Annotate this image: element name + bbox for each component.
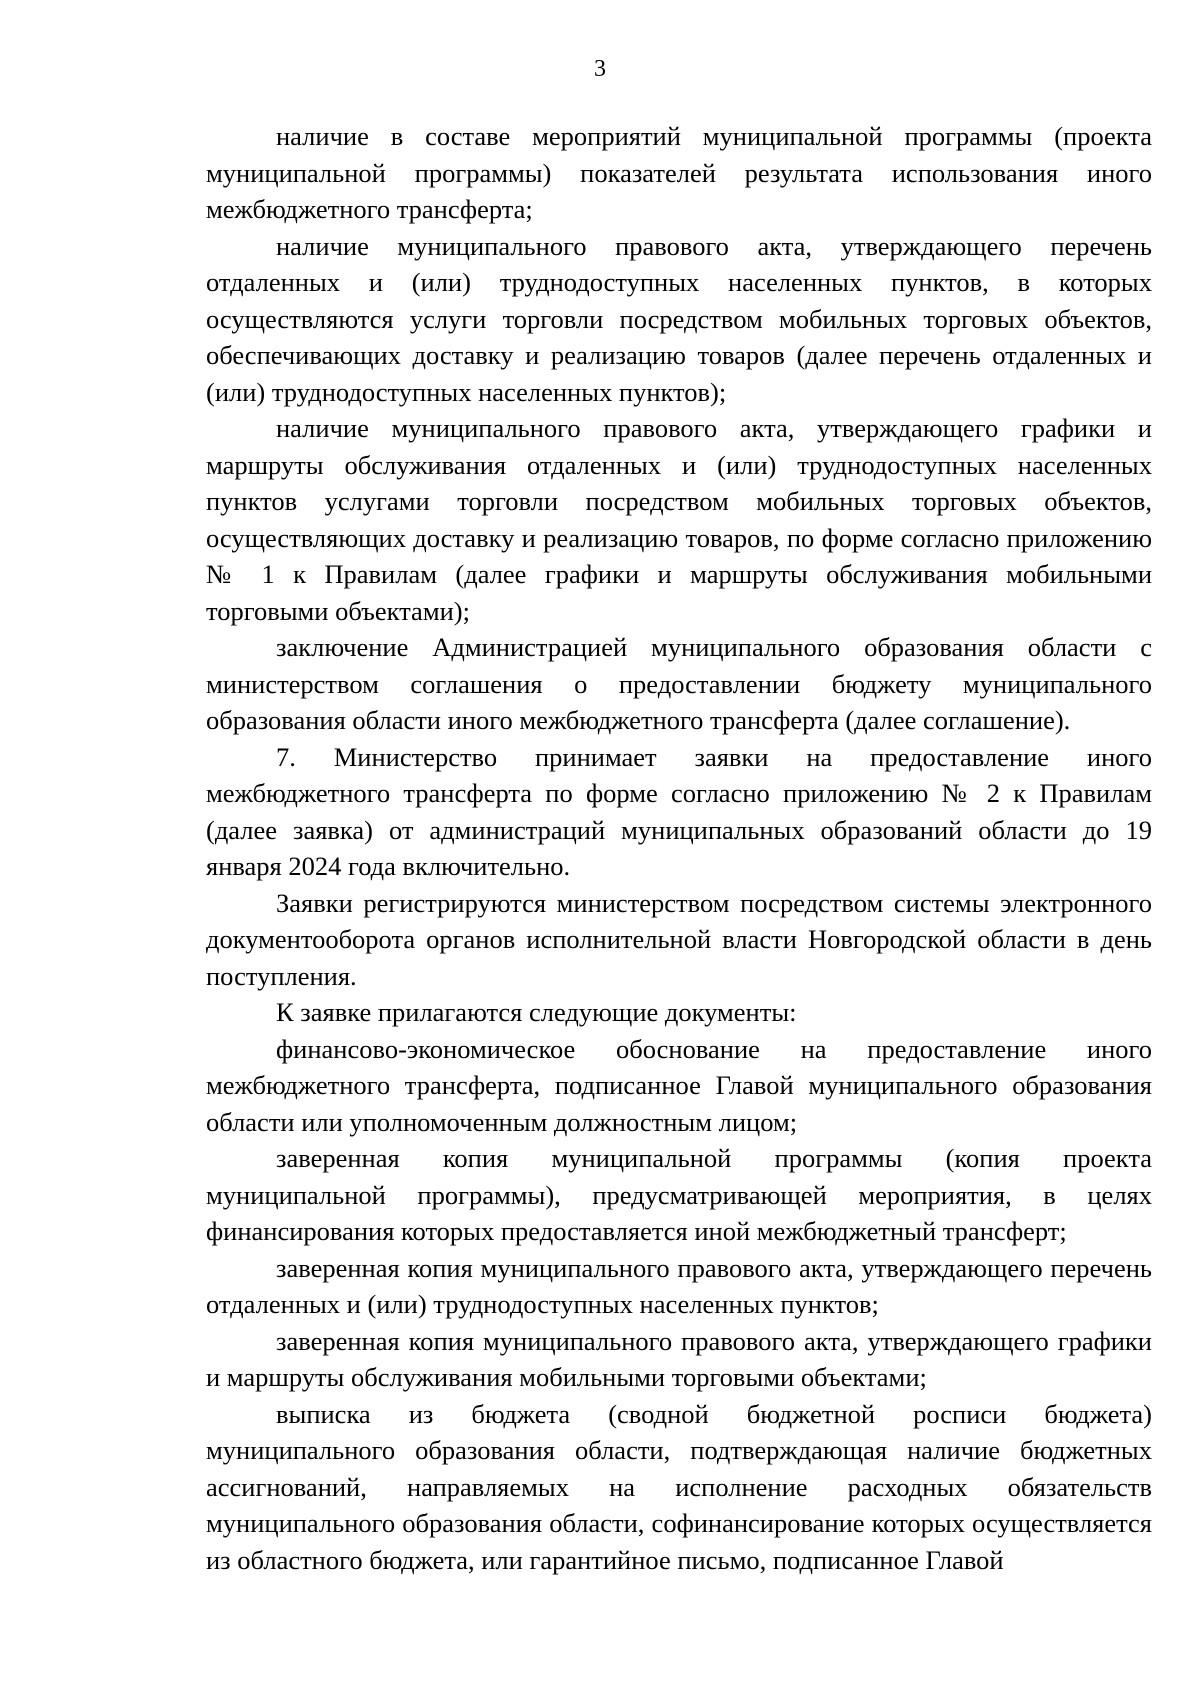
paragraph-attachment-budget-extract: выписка из бюджета (сводной бюджетной росписи бюджета) муниципального образования области, подтверждающая наличие бюджетных ассигнований, направляемых на исполнение расходных обязательств муниципального образования области, софинансирование которых осуществляется из областного бюджета, или гарантийное письмо, подписанное Главой [206,1398,1152,1575]
paragraph-attachment-justification: финансово-экономическое обоснование на предоставление иного межбюджетного трансферта, подписанное Главой муниципального образования области или уполномоченным должностным лицом; [206,1033,1152,1137]
paragraph-condition-indicators: наличие в составе мероприятий муниципальной программы (проекта муниципальной программы) показателей результата использования иного межбюджетного трансферта; [206,121,1152,224]
paragraph-item-7-applications: 7. Министерство принимает заявки на предоставление иного межбюджетного трансферта по форме согласно приложению № 2 к Правилам (далее заявка) от администраций муниципальных образований области до 19 января 2024 года включительно. [206,741,1152,881]
paragraph-registration: Заявки регистрируются министерством посредством системы электронного документооборота органов исполнительной власти Новгородской области в день поступления. [206,887,1152,991]
paragraph-attachment-settlements-act: заверенная копия муниципального правового акта, утверждающего перечень отдаленных и (или) труднодоступных населенных пунктов; [206,1252,1152,1319]
paragraph-attachments-intro: К заявке прилагаются следующие документы: [276,997,797,1027]
page-number: 3 [594,56,606,82]
paragraph-attachment-program-copy: заверенная копия муниципальной программы (копия проекта муниципальной программы), предусматривающей мероприятия, в целях финансирования которых предоставляется иной межбюджетный трансферт; [206,1143,1152,1246]
document-body [206,118,1152,1578]
paragraph-condition-settlements-list: наличие муниципального правового акта, утверждающего перечень отдаленных и (или) труднодоступных населенных пунктов, в которых осуществляются услуги торговли посредством мобильных торговых объектов, обеспечивающих доставку и реализацию товаров (далее перечень отдаленных и (или) труднодоступных населенных пунктов); [206,230,1152,407]
paragraph-attachment-schedules-act: заверенная копия муниципального правового акта, утверждающего графики и маршруты обслуживания мобильными торговыми объектами; [206,1325,1152,1392]
paragraph-condition-schedules: наличие муниципального правового акта, утверждающего графики и маршруты обслуживания отдаленных и (или) труднодоступных населенных пунктов услугами торговли посредством мобильных торговых объектов, осуществляющих доставку и реализацию товаров, по форме согласно приложению № 1 к Правилам (далее графики и маршруты обслуживания мобильными торговыми объектами); [206,413,1152,626]
paragraph-condition-agreement: заключение Администрацией муниципального образования области с министерством соглашения о предоставлении бюджету муниципального образования области иного межбюджетного трансферта (далее соглашение). [206,632,1152,735]
